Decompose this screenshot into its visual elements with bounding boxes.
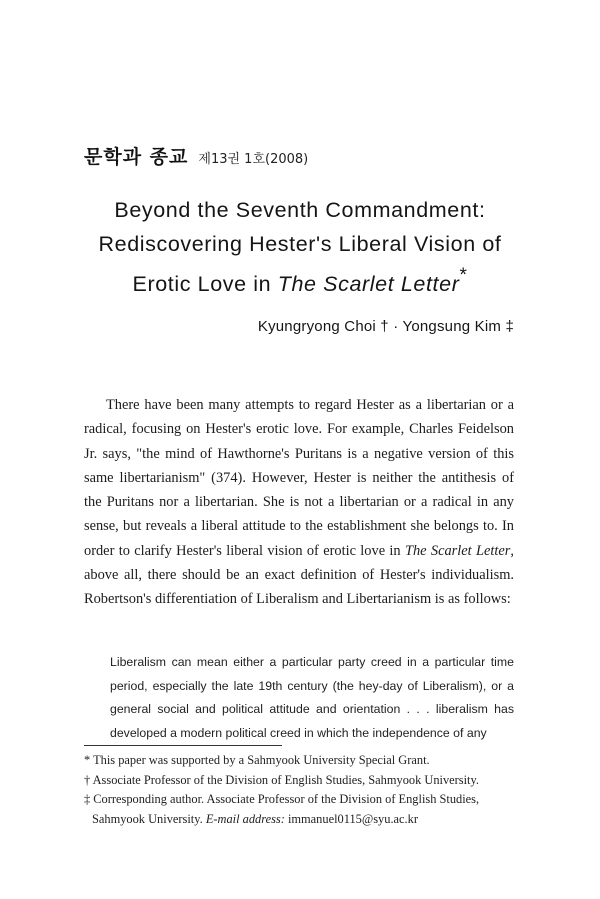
authors: Kyungryong Choi † · Yongsung Kim ‡ bbox=[257, 318, 514, 335]
footnote-affiliation: Sahmyook University. bbox=[92, 811, 206, 826]
body-paragraph bbox=[84, 393, 514, 612]
paper-title bbox=[0, 193, 600, 301]
title-line-2: Rediscovering Hester's Liberal Vision of bbox=[98, 232, 502, 256]
quote-text: Liberalism can mean either a particular party creed in a particular time period, especially the late 19th century (the hey-day of Liberalism), or a general social and political attitude and orientation . . . liberalism has developed a modern political creed in which the independence of any bbox=[110, 655, 514, 740]
footnotes bbox=[84, 751, 514, 829]
body-book-title: The Scarlet Letter bbox=[404, 542, 511, 559]
journal-volume: 제13권 1호(2008) bbox=[198, 152, 309, 167]
title-line-3-prefix: Erotic Love in bbox=[132, 272, 278, 297]
footnote-grant: * This paper was supported by a Sahmyook University Special Grant. bbox=[84, 753, 430, 767]
footnote-divider bbox=[84, 745, 282, 746]
footnote-author-2: ‡ Corresponding author. Associate Professor of the Division of English Studies, bbox=[84, 792, 480, 806]
footnote-author-2-cont bbox=[84, 810, 514, 830]
footnote-email: immanuel0115@syu.ac.kr bbox=[284, 811, 418, 826]
footnote-email-label: E-mail address: bbox=[205, 811, 285, 826]
journal-name: 문학과 종교 bbox=[84, 146, 189, 168]
body-text-b: , above all, there should be an exact definition of Hester's individualism. Robertson's differentiation of Liberalism and Libertarianism is as follows: bbox=[84, 542, 514, 608]
footnote-author-1: † Associate Professor of the Division of English Studies, Sahmyook University. bbox=[84, 772, 479, 787]
title-line-3 bbox=[0, 261, 600, 301]
title-line-1: Beyond the Seventh Commandment: bbox=[114, 198, 486, 222]
block-quote bbox=[110, 651, 514, 745]
journal-header bbox=[84, 142, 308, 169]
title-footnote-mark: * bbox=[459, 265, 468, 286]
title-book-name: The Scarlet Letter bbox=[277, 272, 460, 297]
body-text-a: There have been many attempts to regard Hester as a libertarian or a radical, focusing on Hester's erotic love. For example, Charles Feidelson Jr. says, "the mind of Hawthorne's Puritans is a negative version of this same libertarianism" (374). However, Hester is neither the antithesis of the Puritans nor a libertarian. She is not a libertarian or a radical in any sense, but reveals a liberal attitude to the establishment she belongs to. In order to clarify Hester's liberal vision of erotic love in bbox=[84, 397, 514, 559]
